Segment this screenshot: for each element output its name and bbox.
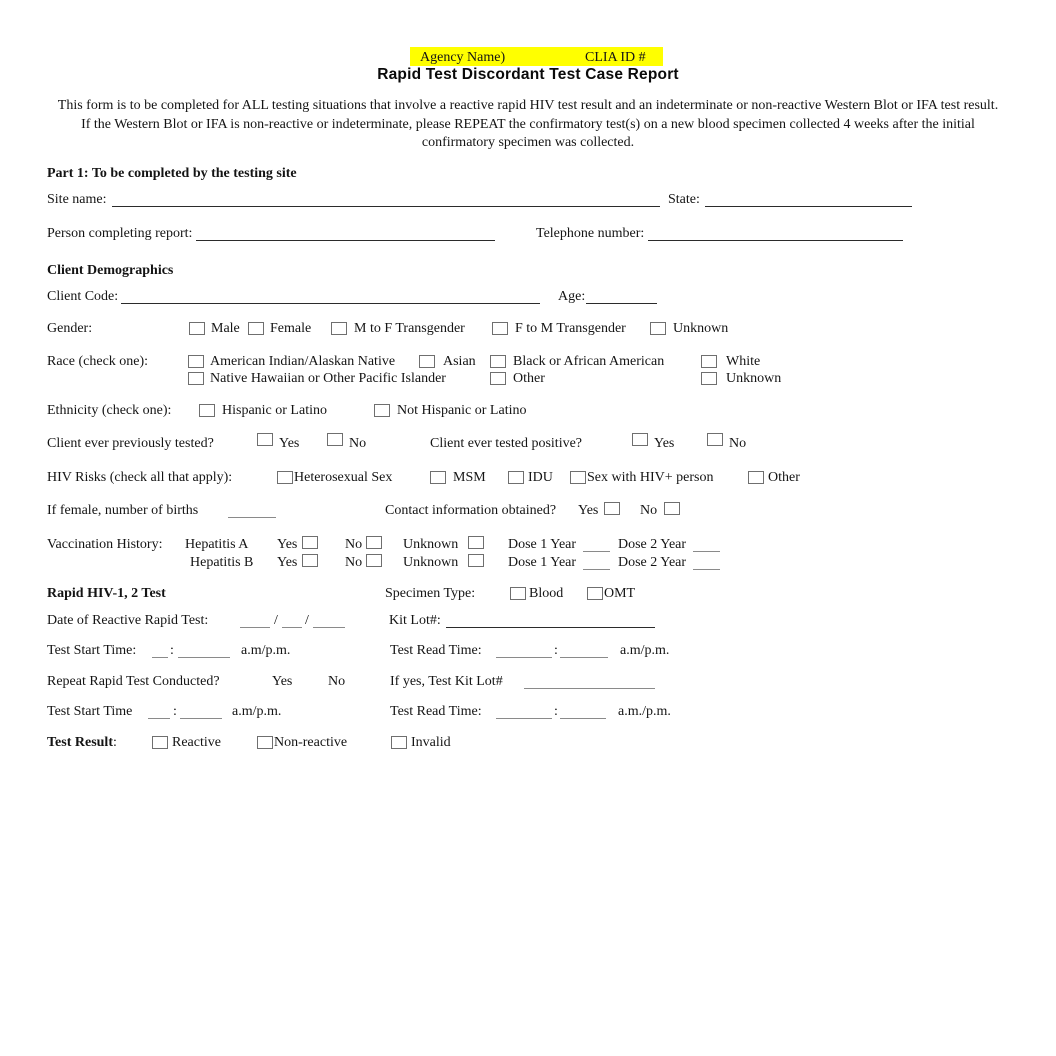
- page-title: Rapid Test Discordant Test Case Report: [377, 66, 679, 83]
- hep-a-unknown-label: Unknown: [403, 537, 459, 552]
- hep-a-yes-label: Yes: [277, 537, 298, 552]
- repeat-kit-lot-field[interactable]: [524, 673, 655, 689]
- test-result-colon: :: [113, 735, 117, 750]
- read-minute-field[interactable]: [560, 642, 608, 658]
- hep-b-unknown-label: Unknown: [403, 555, 459, 570]
- checkbox-prev-tested-no[interactable]: [327, 433, 343, 446]
- person-completing-field[interactable]: [196, 225, 495, 241]
- race-option-unknown: Unknown: [726, 371, 782, 386]
- date-month-field[interactable]: [240, 612, 270, 628]
- age-field[interactable]: [586, 288, 657, 304]
- hiv-risks-label: HIV Risks (check all that apply):: [47, 470, 233, 485]
- date-day-field[interactable]: [282, 612, 302, 628]
- hepatitis-b-label: Hepatitis B: [190, 555, 254, 570]
- read2-colon: :: [554, 704, 558, 719]
- checkbox-ethnicity-hispanic[interactable]: [199, 404, 215, 417]
- risk-option-other: Other: [768, 470, 800, 485]
- race-label: Race (check one):: [47, 354, 149, 369]
- prev-tested-yes-label: Yes: [279, 436, 300, 451]
- gender-label: Gender:: [47, 321, 93, 336]
- checkbox-race-unknown[interactable]: [701, 372, 717, 385]
- clia-id-label: CLIA ID #: [585, 50, 646, 65]
- date-slash1: /: [274, 613, 278, 628]
- checkbox-race-native-hawaiian[interactable]: [188, 372, 204, 385]
- checkbox-race-black[interactable]: [490, 355, 506, 368]
- date-reactive-label: Date of Reactive Rapid Test:: [47, 613, 209, 628]
- checkbox-prev-tested-yes[interactable]: [257, 433, 273, 446]
- read-hour-field[interactable]: [496, 642, 552, 658]
- test-start2-label: Test Start Time: [47, 704, 133, 719]
- hep-a-dose1-field[interactable]: [583, 536, 610, 552]
- checkbox-risk-sex-hiv-person[interactable]: [570, 471, 586, 484]
- race-option-asian: Asian: [443, 354, 476, 369]
- contact-obtained-label: Contact information obtained?: [385, 503, 557, 518]
- checkbox-race-other[interactable]: [490, 372, 506, 385]
- date-slash2: /: [305, 613, 309, 628]
- checkbox-race-asian[interactable]: [419, 355, 435, 368]
- checkbox-hep-a-yes[interactable]: [302, 536, 318, 549]
- start-hour-field[interactable]: [152, 642, 168, 658]
- test-result-label: [47, 734, 117, 751]
- risk-option-sex-hiv-person: Sex with HIV+ person: [587, 470, 714, 485]
- checkbox-hep-a-no[interactable]: [366, 536, 382, 549]
- demographics-heading: Client Demographics: [47, 263, 174, 278]
- births-label: If female, number of births: [47, 503, 199, 518]
- if-yes-kit-lot-label: If yes, Test Kit Lot#: [390, 674, 503, 689]
- date-year-field[interactable]: [313, 612, 345, 628]
- checkbox-hep-a-unknown[interactable]: [468, 536, 484, 549]
- checkbox-gender-unknown[interactable]: [650, 322, 666, 335]
- client-code-label: Client Code:: [47, 289, 119, 304]
- checkbox-risk-heterosexual[interactable]: [277, 471, 293, 484]
- read2-hour-field[interactable]: [496, 703, 552, 719]
- race-option-white: White: [726, 354, 761, 369]
- agency-name-label: Agency Name): [420, 50, 506, 65]
- kit-lot-field[interactable]: [446, 612, 655, 628]
- read-ampm-label: a.m/p.m.: [620, 643, 670, 658]
- read2-minute-field[interactable]: [560, 703, 606, 719]
- checkbox-contact-yes[interactable]: [604, 502, 620, 515]
- kit-lot-label: Kit Lot#:: [389, 613, 441, 628]
- client-code-field[interactable]: [121, 288, 540, 304]
- births-field[interactable]: [228, 502, 276, 518]
- checkbox-specimen-omt[interactable]: [587, 587, 603, 600]
- race-option-black: Black or African American: [513, 354, 665, 369]
- result-option-reactive: Reactive: [172, 735, 221, 750]
- start2-hour-field[interactable]: [148, 703, 170, 719]
- start2-colon: :: [173, 704, 177, 719]
- checkbox-gender-mtof[interactable]: [331, 322, 347, 335]
- repeat-no-label[interactable]: No: [328, 674, 346, 689]
- rapid-test-heading: Rapid HIV-1, 2 Test: [47, 586, 166, 601]
- start-ampm-label: a.m/p.m.: [241, 643, 291, 658]
- gender-option-female: Female: [270, 321, 312, 336]
- specimen-option-blood: Blood: [529, 586, 564, 601]
- test-start-label: Test Start Time:: [47, 643, 137, 658]
- hep-b-dose2-label: Dose 2 Year: [618, 555, 687, 570]
- checkbox-risk-msm[interactable]: [430, 471, 446, 484]
- checkbox-race-white[interactable]: [701, 355, 717, 368]
- age-label: Age:: [558, 289, 586, 304]
- checkbox-tested-positive-yes[interactable]: [632, 433, 648, 446]
- start-colon: :: [170, 643, 174, 658]
- checkbox-gender-male[interactable]: [189, 322, 205, 335]
- site-name-label: Site name:: [47, 192, 107, 207]
- test-result-label-bold: Test Result: [47, 735, 113, 750]
- hep-b-dose1-label: Dose 1 Year: [508, 555, 577, 570]
- prev-tested-no-label: No: [349, 436, 367, 451]
- gender-option-male: Male: [211, 321, 240, 336]
- result-option-nonreactive: Non-reactive: [274, 735, 348, 750]
- read-colon: :: [554, 643, 558, 658]
- race-option-other: Other: [513, 371, 545, 386]
- instructions-text: This form is to be completed for ALL testing situations that involve a reactive rapid HIV test result and an indeterminate or non-reactive Western Blot or IFA test result. If the Western Blot or IFA is non-reactive or indeterminate, please REPEAT the confirmatory test(s) on a new blood specimen collected 4 weeks after the initial confirmatory specimen was collected.: [57, 98, 999, 150]
- checkbox-hep-b-unknown[interactable]: [468, 554, 484, 567]
- state-label: State:: [668, 192, 700, 207]
- contact-no-label: No: [640, 503, 658, 518]
- hep-b-no-label: No: [345, 555, 363, 570]
- start2-minute-field[interactable]: [180, 703, 222, 719]
- hep-a-dose2-field[interactable]: [693, 536, 720, 552]
- contact-yes-label: Yes: [578, 503, 599, 518]
- read2-ampm-label: a.m./p.m.: [618, 704, 671, 719]
- hep-b-dose2-field[interactable]: [693, 554, 720, 570]
- gender-option-mtof: M to F Transgender: [354, 321, 465, 336]
- checkbox-result-nonreactive[interactable]: [257, 736, 273, 749]
- hep-b-yes-label: Yes: [277, 555, 298, 570]
- result-option-invalid: Invalid: [411, 735, 451, 750]
- site-name-field[interactable]: [112, 191, 660, 207]
- part1-heading: Part 1: To be completed by the testing site: [47, 166, 297, 181]
- checkbox-specimen-blood[interactable]: [510, 587, 526, 600]
- checkbox-tested-positive-no[interactable]: [707, 433, 723, 446]
- checkbox-ethnicity-not-hispanic[interactable]: [374, 404, 390, 417]
- specimen-type-label: Specimen Type:: [385, 586, 476, 601]
- risk-option-idu: IDU: [528, 470, 553, 485]
- risk-option-heterosexual: Heterosexual Sex: [294, 470, 393, 485]
- start-minute-field[interactable]: [178, 642, 230, 658]
- ethnicity-option-hispanic: Hispanic or Latino: [222, 403, 327, 418]
- checkbox-hep-b-yes[interactable]: [302, 554, 318, 567]
- ethnicity-option-not-hispanic: Not Hispanic or Latino: [397, 403, 527, 418]
- specimen-option-omt: OMT: [604, 586, 636, 601]
- telephone-label: Telephone number:: [536, 226, 645, 241]
- checkbox-risk-idu[interactable]: [508, 471, 524, 484]
- hep-a-dose1-label: Dose 1 Year: [508, 537, 577, 552]
- checkbox-result-reactive[interactable]: [152, 736, 168, 749]
- checkbox-gender-female[interactable]: [248, 322, 264, 335]
- vaccination-label: Vaccination History:: [47, 537, 163, 552]
- prev-tested-label: Client ever previously tested?: [47, 436, 214, 451]
- checkbox-hep-b-no[interactable]: [366, 554, 382, 567]
- hep-a-dose2-label: Dose 2 Year: [618, 537, 687, 552]
- start2-ampm-label: a.m/p.m.: [232, 704, 282, 719]
- tested-positive-yes-label: Yes: [654, 436, 675, 451]
- risk-option-msm: MSM: [453, 470, 486, 485]
- checkbox-risk-other[interactable]: [748, 471, 764, 484]
- race-option-native-hawaiian: Native Hawaiian or Other Pacific Islander: [210, 371, 446, 386]
- telephone-field[interactable]: [648, 225, 903, 241]
- gender-option-unknown: Unknown: [673, 321, 729, 336]
- tested-positive-no-label: No: [729, 436, 747, 451]
- state-field[interactable]: [705, 191, 912, 207]
- checkbox-race-american-indian[interactable]: [188, 355, 204, 368]
- repeat-yes-label[interactable]: Yes: [272, 674, 293, 689]
- race-option-american-indian: American Indian/Alaskan Native: [210, 354, 396, 369]
- test-read2-label: Test Read Time:: [390, 704, 482, 719]
- hep-a-no-label: No: [345, 537, 363, 552]
- gender-option-ftom: F to M Transgender: [515, 321, 626, 336]
- checkbox-contact-no[interactable]: [664, 502, 680, 515]
- repeat-test-label: Repeat Rapid Test Conducted?: [47, 674, 220, 689]
- checkbox-result-invalid[interactable]: [391, 736, 407, 749]
- tested-positive-label: Client ever tested positive?: [430, 436, 583, 451]
- hep-b-dose1-field[interactable]: [583, 554, 610, 570]
- checkbox-gender-ftom[interactable]: [492, 322, 508, 335]
- ethnicity-label: Ethnicity (check one):: [47, 403, 172, 418]
- test-read-label: Test Read Time:: [390, 643, 482, 658]
- hepatitis-a-label: Hepatitis A: [185, 537, 249, 552]
- person-completing-label: Person completing report:: [47, 226, 193, 241]
